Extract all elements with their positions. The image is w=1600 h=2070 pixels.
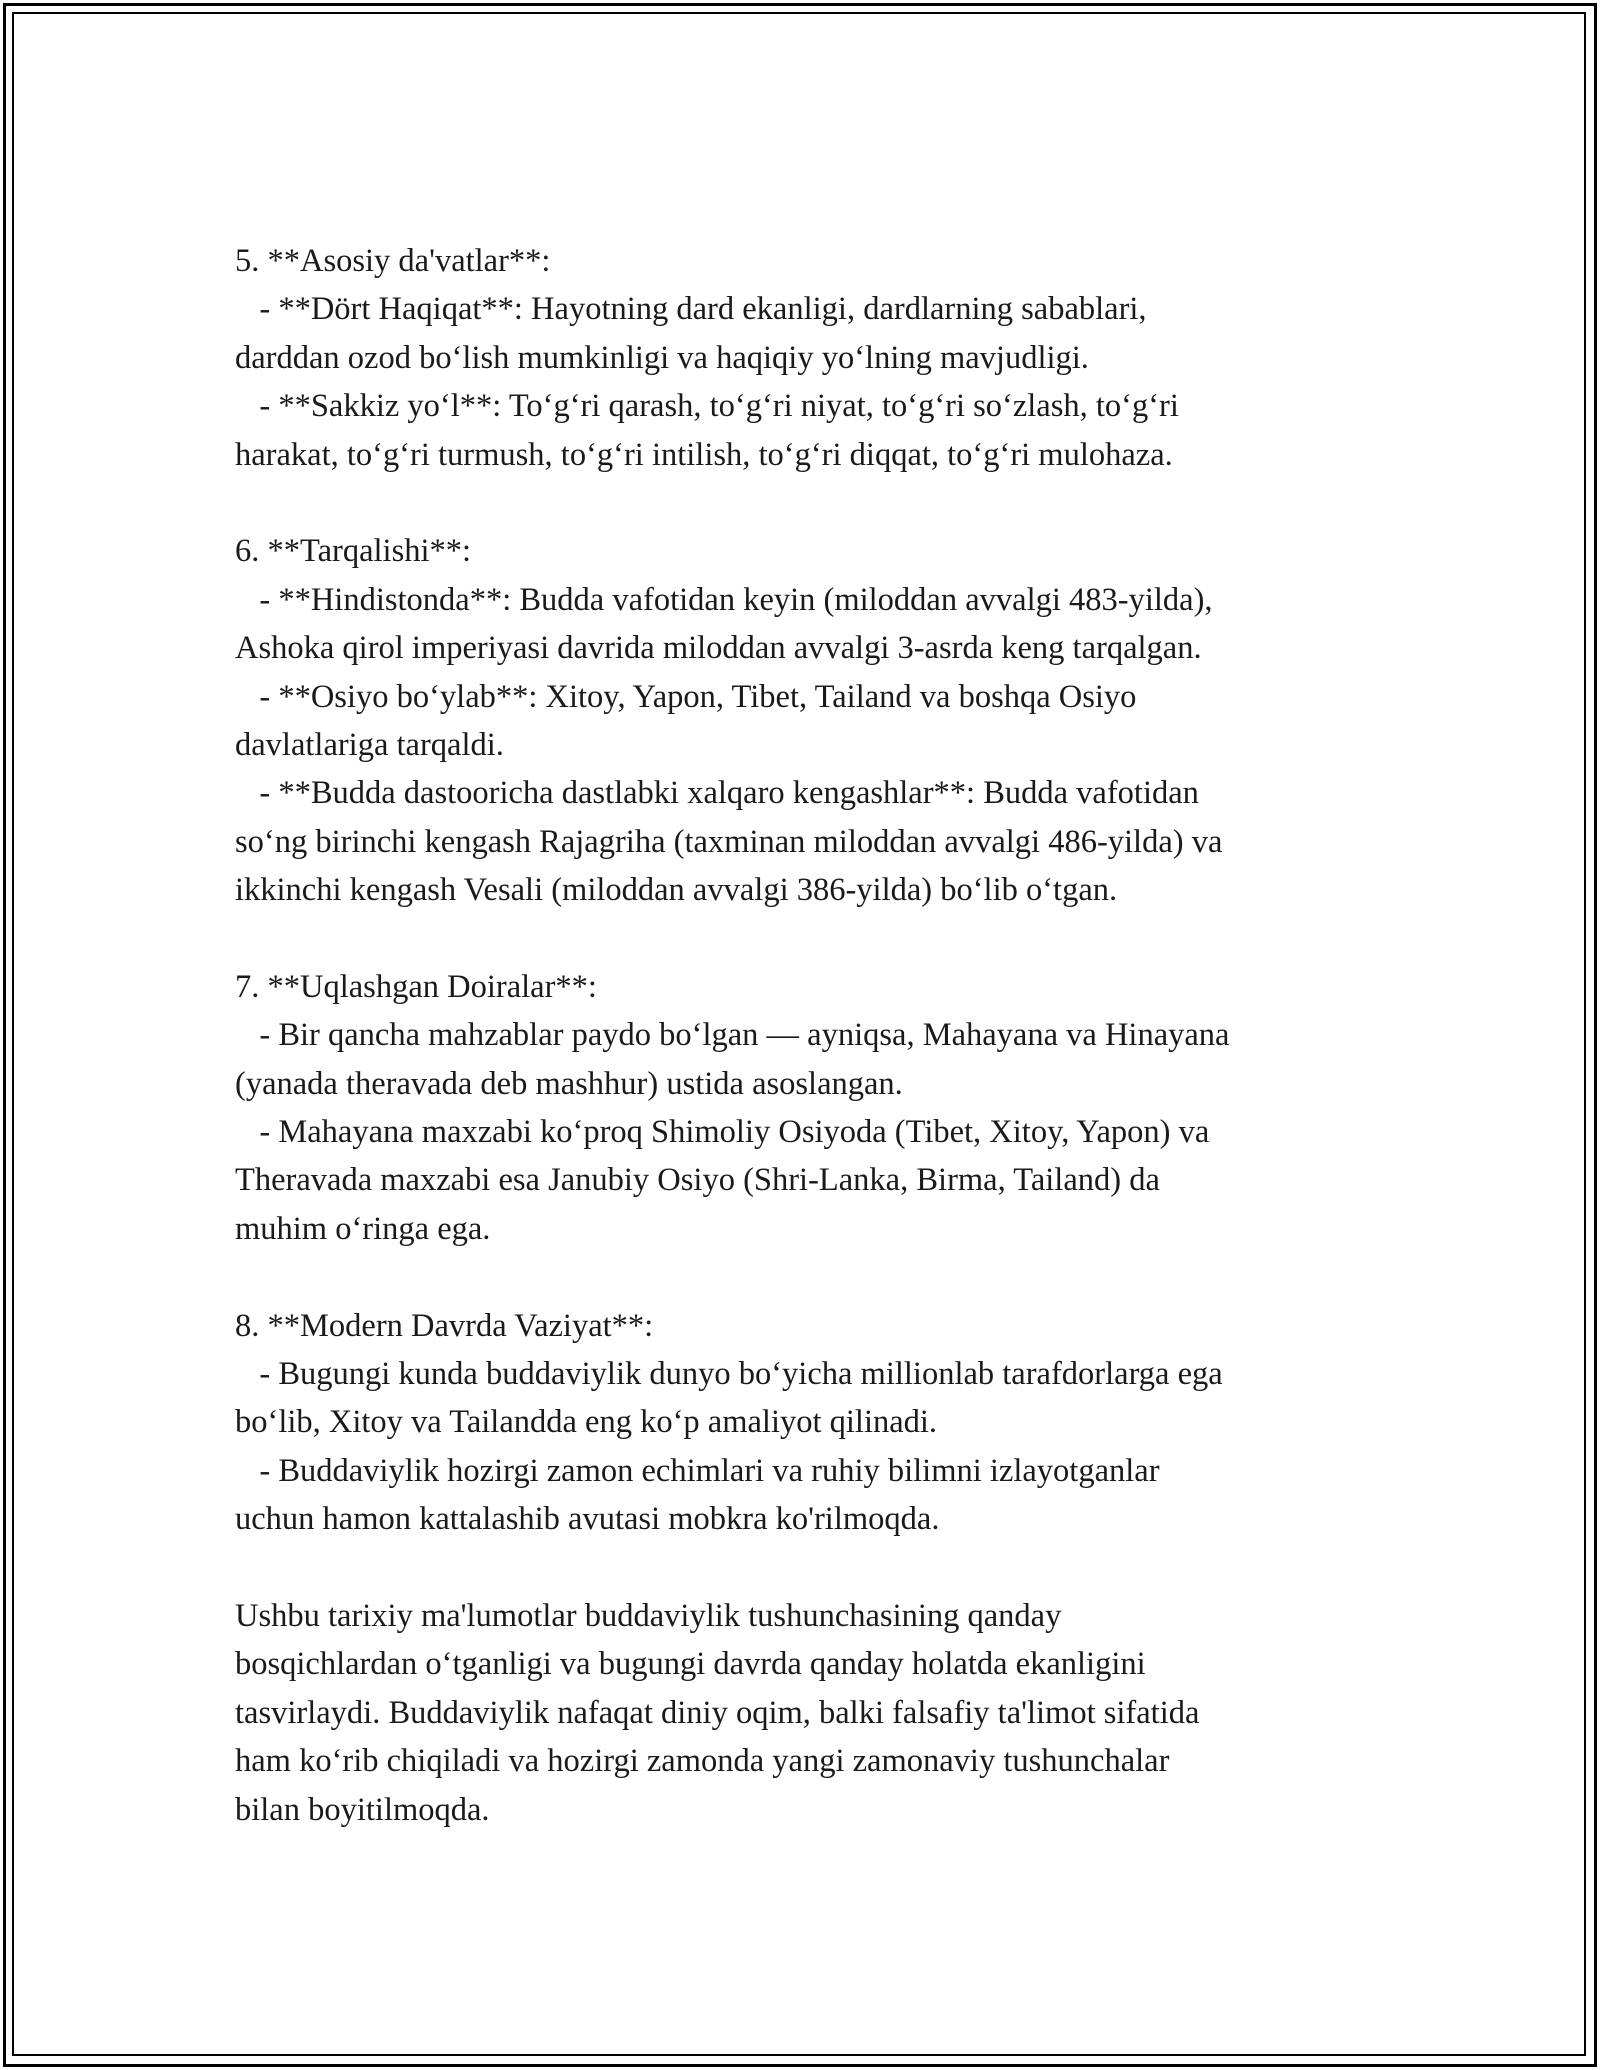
text-line: ikkinchi kengash Vesali (miloddan avvalgi 386-yilda) bo‘lib o‘tgan. [235, 872, 1118, 909]
blank-line [235, 914, 1395, 962]
text-line: - **Sakkiz yo‘l**: To‘g‘ri qarash, to‘g‘ri niyat, to‘g‘ri so‘zlash, to‘g‘ri [235, 388, 1179, 425]
blank-line [235, 1253, 1395, 1301]
text-line: - Bugungi kunda buddaviylik dunyo bo‘yicha millionlab tarafdorlarga ega [235, 1355, 1223, 1392]
conclusion-line: ham ko‘rib chiqiladi va hozirgi zamonda yangi zamonaviy tushunchalar [235, 1743, 1170, 1780]
section-5-heading: 5. **Asosiy da'vatlar**: [235, 243, 551, 279]
text-line: harakat, to‘g‘ri turmush, to‘g‘ri intilish, to‘g‘ri diqqat, to‘g‘ri mulohaza. [235, 436, 1173, 473]
section-8-heading: 8. **Modern Davrda Vaziyat**: [235, 1307, 654, 1344]
text-line: uchun hamon kattalashib avutasi mobkra ko'rilmoqda. [235, 1501, 940, 1538]
text-line: bo‘lib, Xitoy va Tailandda eng ko‘p amaliyot qilinadi. [235, 1404, 938, 1441]
text-line: - **Osiyo bo‘ylab**: Xitoy, Yapon, Tibet, Tailand va boshqa Osiyo [235, 678, 1137, 715]
conclusion-line: bilan boyitilmoqda. [235, 1791, 490, 1828]
text-line: so‘ng birinchi kengash Rajagriha (taxminan miloddan avvalgi 486-yilda) va [235, 823, 1223, 860]
conclusion-line: Ushbu tarixiy ma'lumotlar buddaviylik tushunchasining qanday [235, 1597, 1062, 1634]
document-body [235, 237, 1395, 1834]
text-line: - Mahayana maxzabi ko‘proq Shimoliy Osiyoda (Tibet, Xitoy, Yapon) va [235, 1114, 1210, 1151]
text-line: - **Dört Haqiqat**: Hayotning dard ekanligi, dardlarning sabablari, [235, 291, 1147, 328]
blank-line [235, 479, 1395, 527]
text-line: - **Hindistonda**: Budda vafotidan keyin (miloddan avvalgi 483-yilda), [235, 581, 1213, 618]
text-line: Theravada maxzabi esa Janubiy Osiyo (Shri-Lanka, Birma, Tailand) da [235, 1162, 1160, 1199]
section-6-heading: 6. **Tarqalishi**: [235, 533, 472, 570]
text-line: davlatlariga tarqaldi. [235, 726, 504, 763]
text-line: - Bir qancha mahzablar paydo bo‘lgan — ayniqsa, Mahayana va Hinayana [235, 1017, 1230, 1054]
blank-line [235, 1544, 1395, 1592]
section-7-heading: 7. **Uqlashgan Doiralar**: [235, 968, 597, 1005]
conclusion-line: bosqichlardan o‘tganligi va bugungi davrda qanday holatda ekanligini [235, 1646, 1146, 1683]
text-line: muhim o‘ringa ega. [235, 1210, 491, 1247]
text-line: - **Budda dastooricha dastlabki xalqaro kengashlar**: Budda vafotidan [235, 775, 1199, 812]
text-line: - Buddaviylik hozirgi zamon echimlari va ruhiy bilimni izlayotganlar [235, 1452, 1160, 1489]
conclusion-line: tasvirlaydi. Buddaviylik nafaqat diniy oqim, balki falsafiy ta'limot sifatida [235, 1694, 1200, 1731]
text-line: (yanada theravada deb mashhur) ustida asoslangan. [235, 1065, 903, 1102]
text-line: darddan ozod bo‘lish mumkinligi va haqiqiy yo‘lning mavjudligi. [235, 339, 1089, 376]
text-line: Ashoka qirol imperiyasi davrida miloddan avvalgi 3-asrda keng tarqalgan. [235, 630, 1202, 667]
